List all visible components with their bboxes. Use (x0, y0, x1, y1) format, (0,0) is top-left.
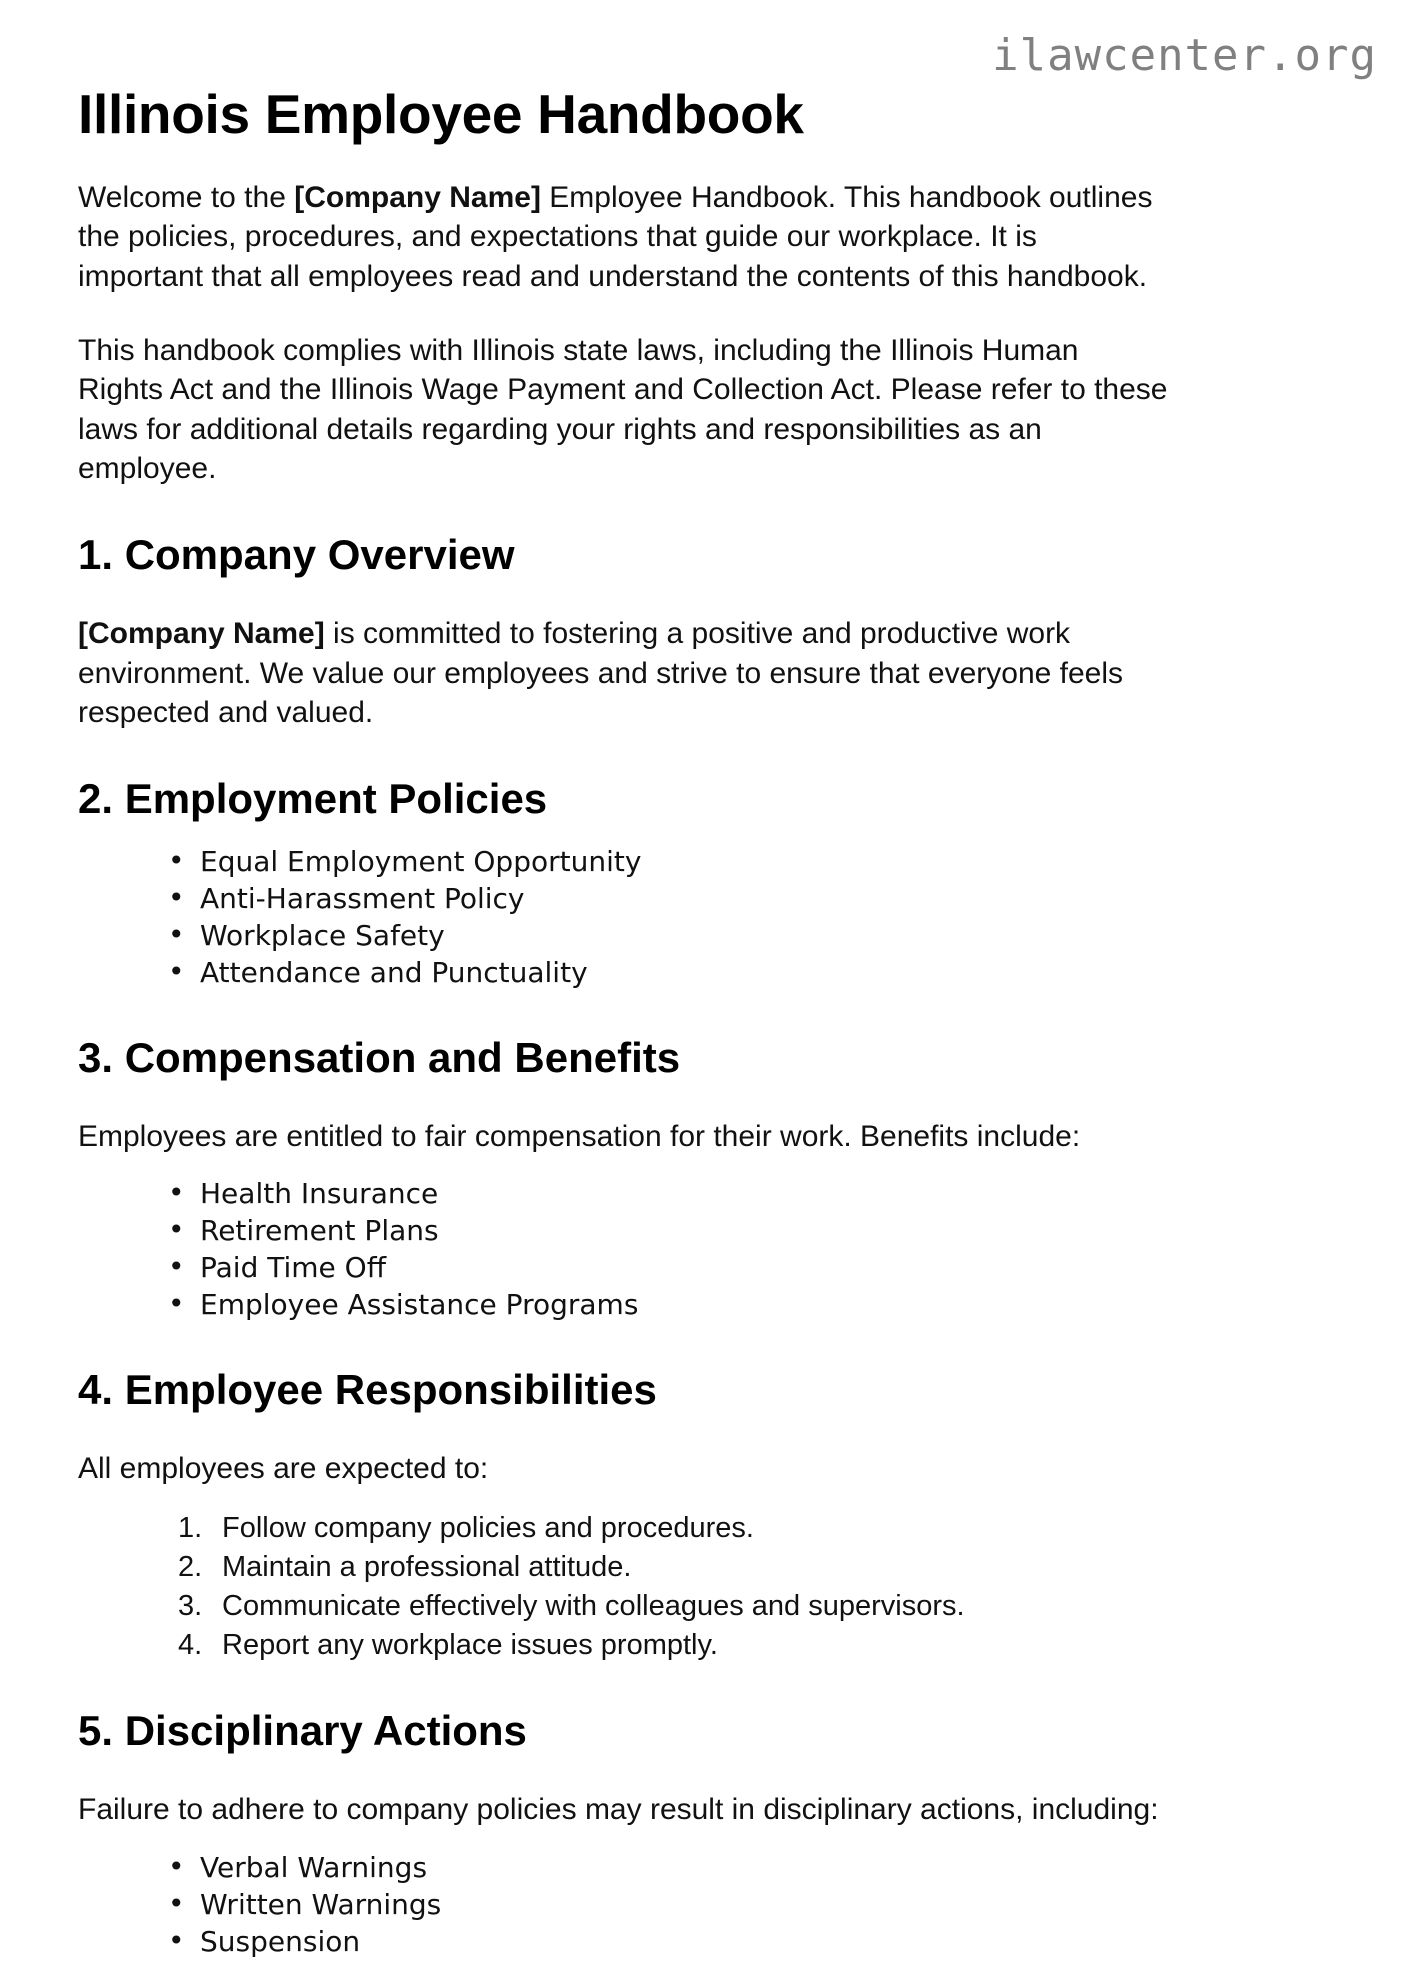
disciplinary-actions-list (78, 1830, 1333, 1961)
intro-1-suffix: Employee Handbook. This handbook outlines the policies, procedures, and expectations that guide our workplace. It is important that all employees read and understand the contents of this handbook. (78, 180, 1153, 293)
list-item: Report any workplace issues promptly. (222, 1629, 718, 1662)
list-item: • Equal Employment Opportunity (164, 844, 1333, 881)
list-item: • Anti-Harassment Policy (164, 881, 1333, 918)
section-5-lead: Failure to adhere to company policies may result in disciplinary actions, including: (78, 1793, 1159, 1827)
list-item: Maintain a professional attitude. (222, 1550, 632, 1583)
list-item: • Paid Time Off (164, 1250, 1333, 1287)
list-item: • Health Insurance (164, 1176, 1333, 1213)
employment-policies-list (78, 824, 1333, 992)
list-item: • Verbal Warnings (164, 1850, 1333, 1887)
list-item: Follow company policies and procedures. (222, 1511, 754, 1544)
section-1-paragraph (78, 580, 1168, 733)
intro-1-prefix: Welcome to the (78, 180, 295, 214)
list-item: • Workplace Safety (164, 918, 1333, 955)
intro-paragraph-1 (78, 144, 1168, 297)
section-heading-compensation-and-benefits: 3. Compensation and Benefits (78, 1033, 681, 1081)
intro-2-text: This handbook complies with Illinois state laws, including the Illinois Human Rights Act and the Illinois Wage Payment and Collection Act. Please refer to these laws for additional details regarding your rights and responsibilities as an employee. (78, 333, 1168, 486)
site-watermark: ilawcenter.org (992, 30, 1377, 81)
section-1-paragraph-text: is committed to fostering a positive and productive work environment. We value our employees and strive to ensure that everyone feels respected and valued. (78, 616, 1124, 730)
benefits-list (78, 1156, 1333, 1324)
list-item: • Suspension (164, 1924, 1333, 1961)
section-4-lead: All employees are expected to: (78, 1452, 489, 1486)
list-item: • Written Warnings (164, 1887, 1333, 1924)
section-heading-disciplinary-actions: 5. Disciplinary Actions (78, 1707, 527, 1755)
list-item: • Attendance and Punctuality (164, 955, 1333, 992)
responsibilities-list (78, 1489, 1333, 1666)
company-name-placeholder: [Company Name] (294, 180, 541, 214)
intro-paragraph-2 (78, 297, 1168, 489)
section-heading-company-overview: 1. Company Overview (78, 530, 515, 578)
section-heading-employment-policies: 2. Employment Policies (78, 774, 548, 822)
page-title: Illinois Employee Handbook (78, 83, 804, 145)
section-3-lead: Employees are entitled to fair compensation for their work. Benefits include: (78, 1119, 1081, 1153)
list-item: Communicate effectively with colleagues and supervisors. (222, 1589, 965, 1622)
list-item: • Employee Assistance Programs (164, 1287, 1333, 1324)
section-heading-employee-responsibilities: 4. Employee Responsibilities (78, 1366, 657, 1413)
list-item: • Retirement Plans (164, 1213, 1333, 1250)
company-name-placeholder-2: [Company Name] (78, 616, 325, 650)
